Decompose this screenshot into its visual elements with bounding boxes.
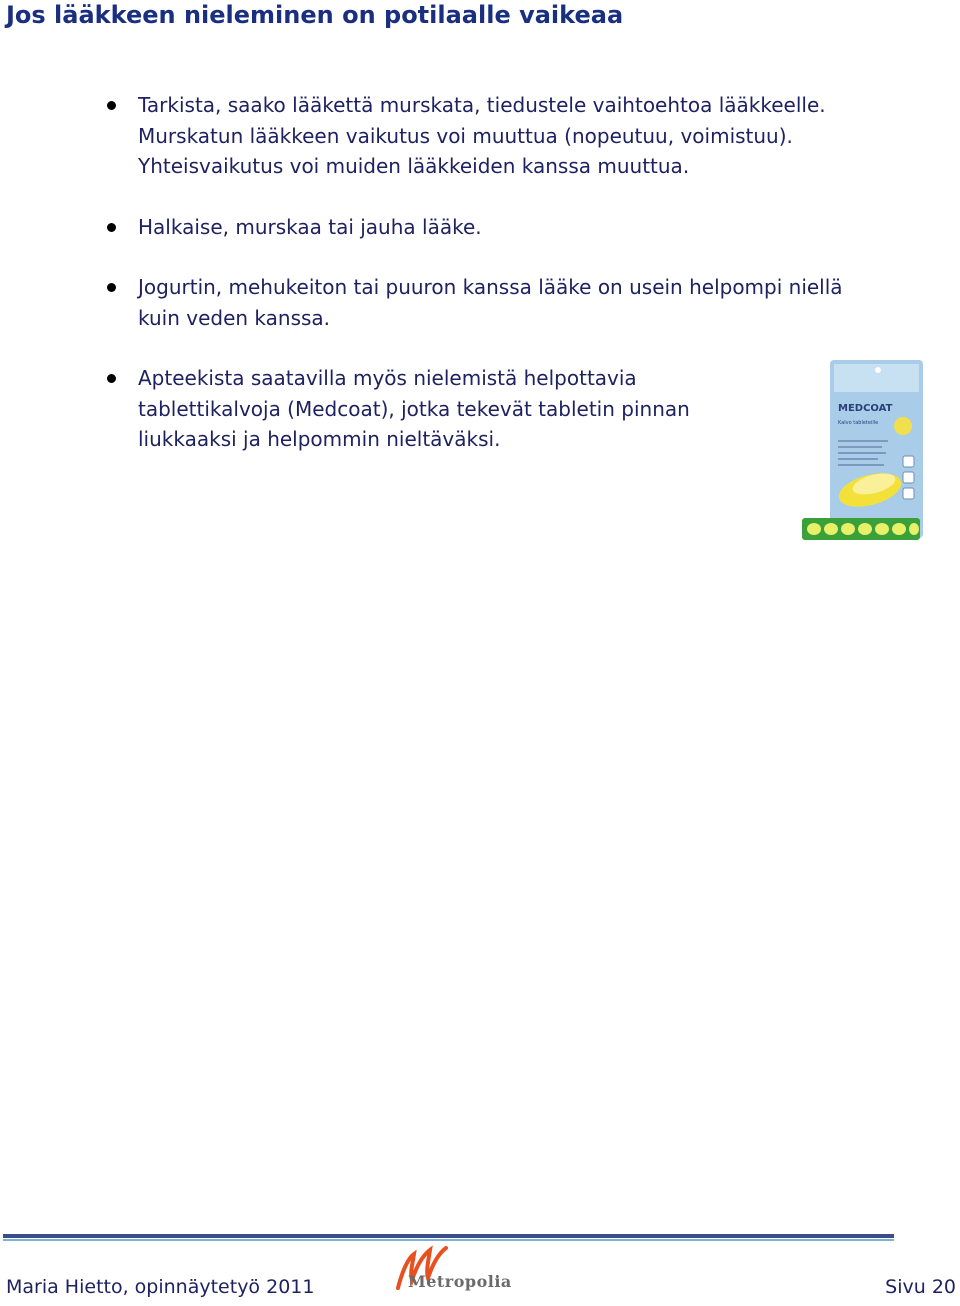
page-title: Jos lääkkeen nieleminen on potilaalle vaikeaa [6,1,624,29]
product-image [800,360,925,545]
list-item [106,272,886,333]
list-item [106,90,886,182]
metropolia-logo [392,1244,512,1302]
bullet-text: Halkaise, murskaa tai jauha lääke. [138,214,482,239]
bullet-icon [107,374,116,383]
footer-author: Maria Hietto, opinnäytetyö 2011 [6,1276,315,1298]
list-item [106,212,886,243]
product-brand: MEDCOAT [838,403,893,414]
bullet-text: Tarkista, saako lääkettä murskata, tiedustele vaihtoehtoa lääkkeelle. Murskatun lääkkeen vaikutus voi muuttua (nopeutuu, voimistuu). Yhteisvaikutus voi muiden lääkkeiden kanssa muuttua. [138,93,826,178]
list-item [106,363,886,455]
logo-text: Metropolia [408,1272,512,1291]
bullet-icon [107,283,116,292]
footer-divider [3,1234,894,1238]
bullet-icon [107,223,116,232]
bullet-list [106,90,886,485]
bullet-text: Apteekista saatavilla myös nielemistä helpottavia tablettikalvoja (Medcoat), jotka tekevät tabletin pinnan liukkaaksi ja helpommin nieltäväksi. [138,366,690,451]
bullet-icon [107,101,116,110]
bullet-text: Jogurtin, mehukeiton tai puuron kanssa lääke on usein helpompi niellä kuin veden kanssa. [138,275,843,330]
page-number: Sivu 20 [885,1276,956,1298]
product-subtitle: Kalvo tableteille [838,420,879,426]
footer-divider-accent [3,1239,894,1241]
